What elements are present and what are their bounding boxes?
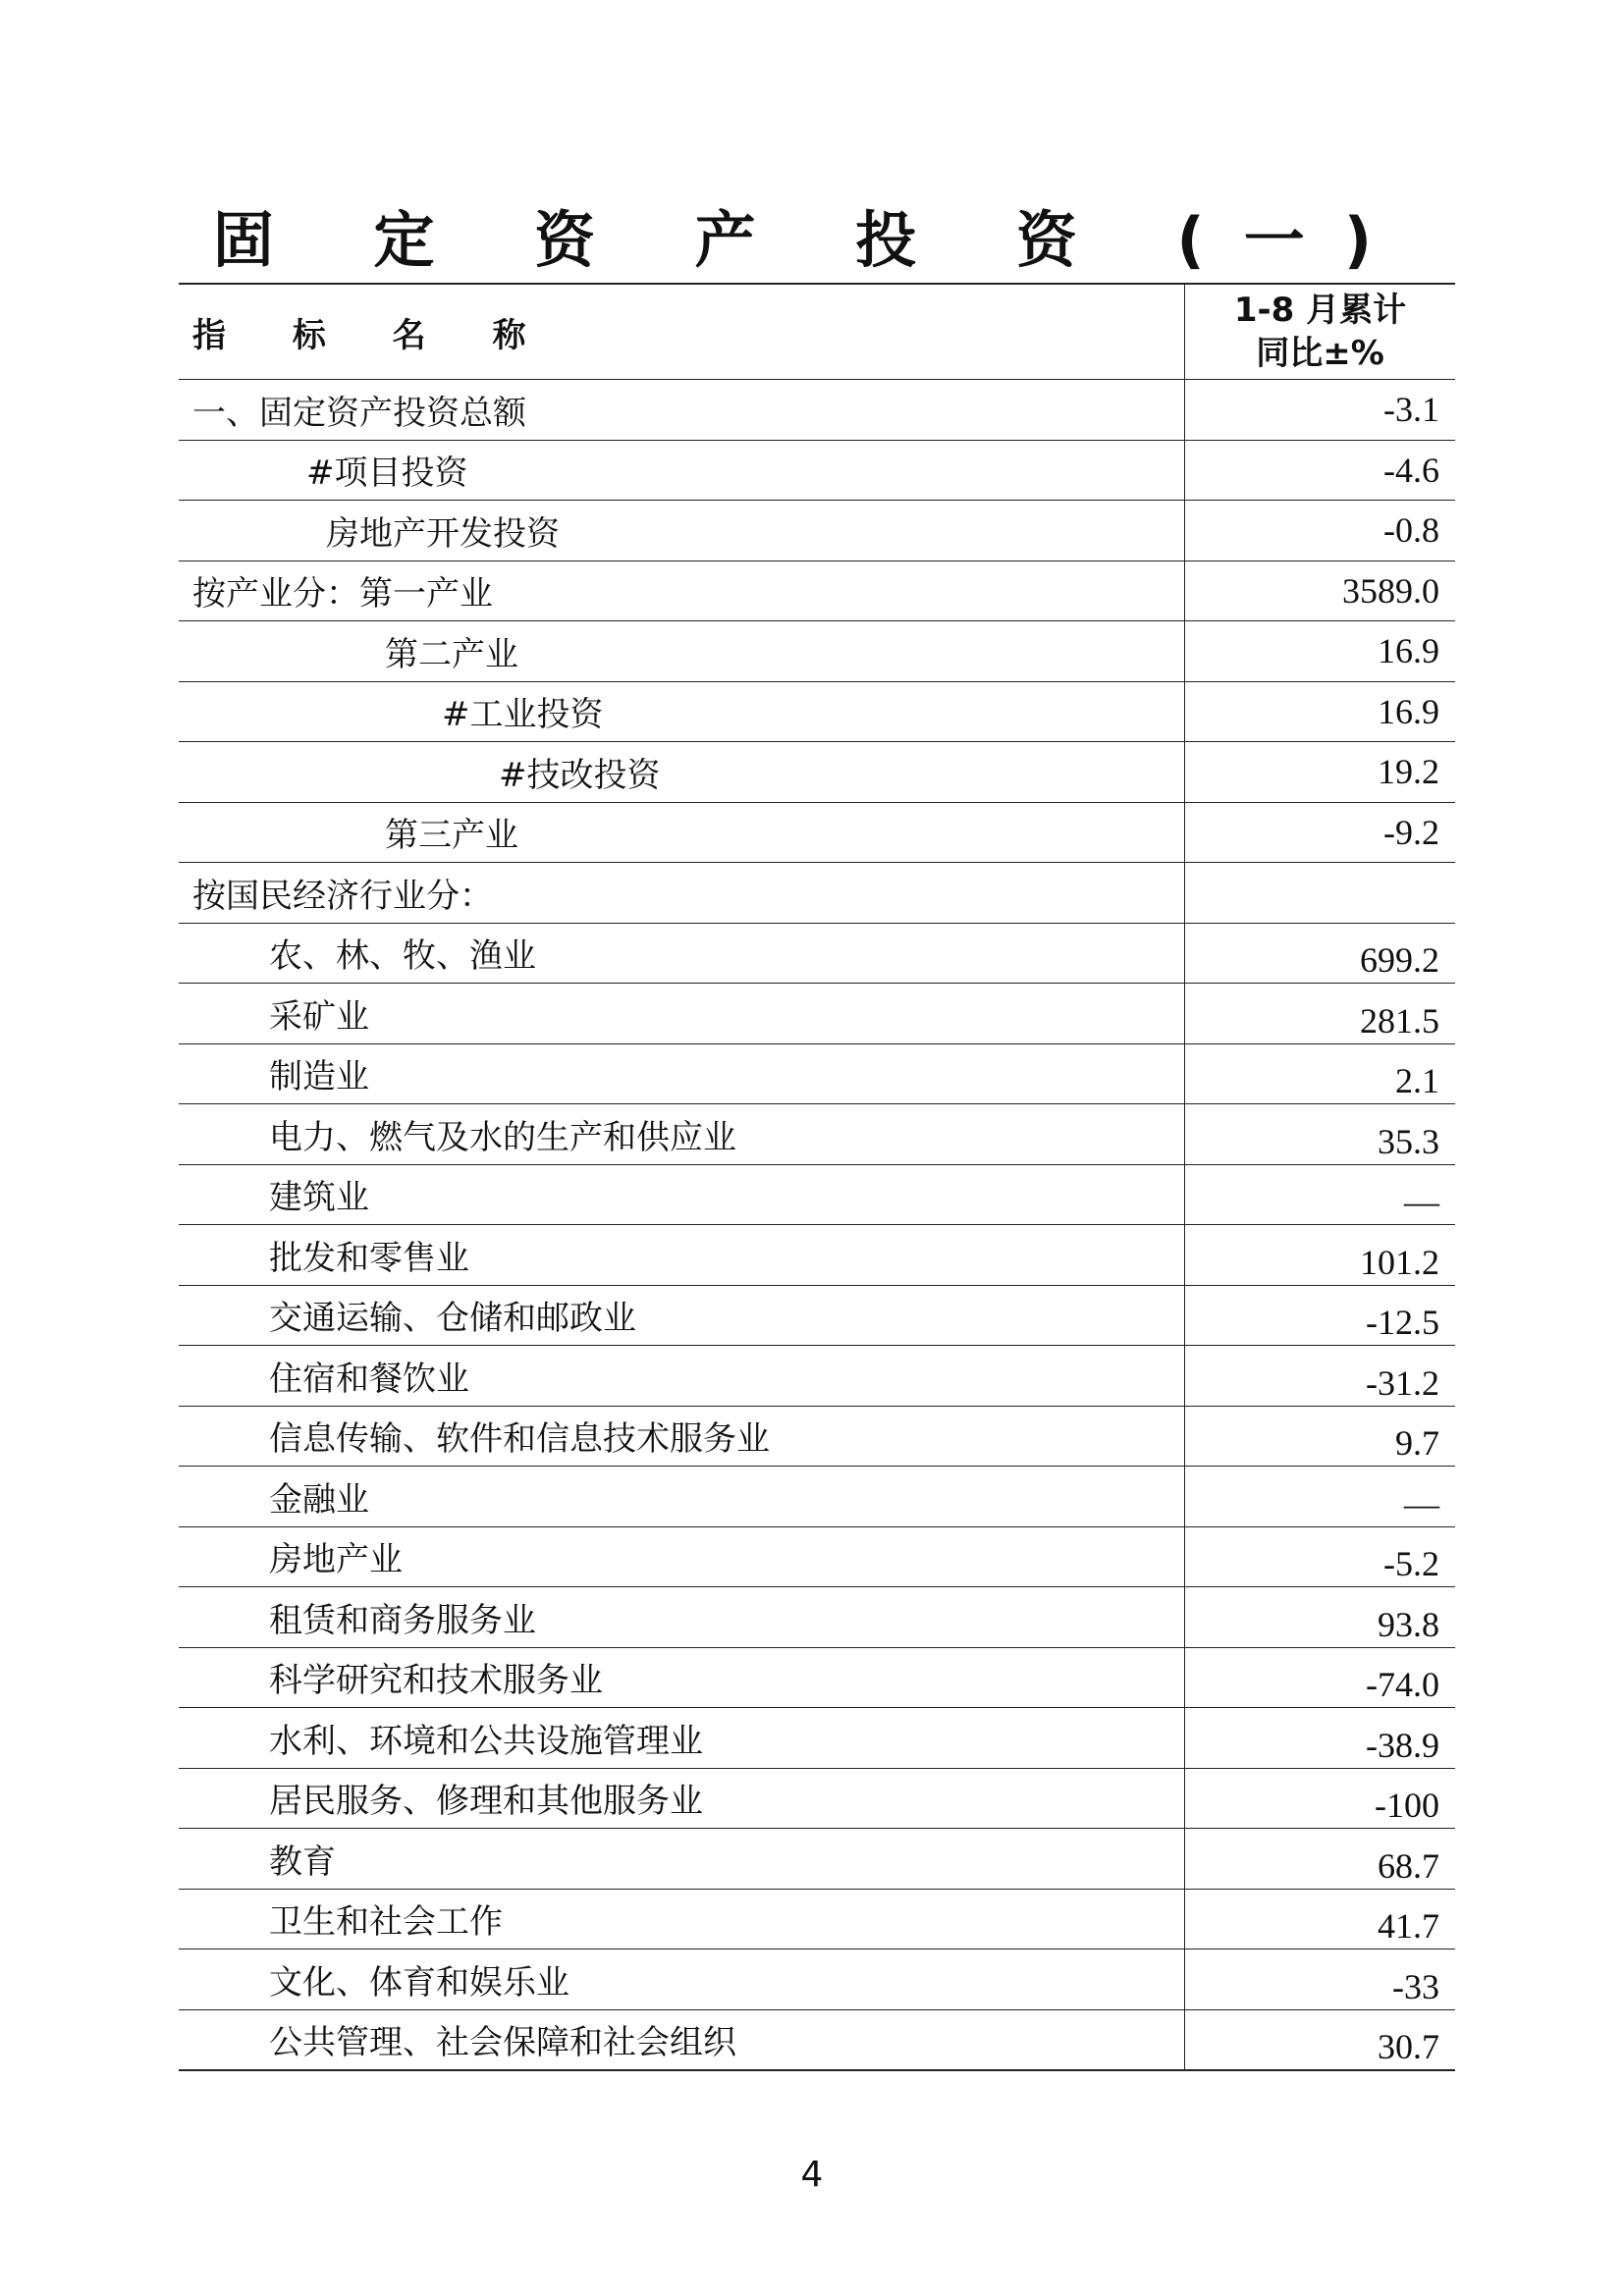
table-row: [179, 1829, 1455, 1890]
row-value: 16.9: [1378, 631, 1439, 671]
table-row: [179, 1286, 1455, 1347]
table-row: [179, 501, 1455, 561]
row-value: 35.3: [1378, 1121, 1439, 1161]
row-label: 制造业: [179, 1044, 1185, 1104]
row-value: -4.6: [1383, 450, 1439, 490]
row-label: 房地产业: [179, 1527, 1185, 1587]
row-value: [1185, 863, 1455, 923]
row-value: 30.7: [1378, 2027, 1439, 2066]
row-value: 699.2: [1360, 940, 1439, 980]
row-value: 3589.0: [1342, 570, 1439, 611]
row-value: -9.2: [1383, 812, 1439, 852]
table-row: [179, 1587, 1455, 1648]
row-label: 电力、燃气及水的生产和供应业: [179, 1104, 1185, 1164]
table-row: [179, 1467, 1455, 1527]
header-indicator-name: 指 标 名 称: [179, 285, 1185, 379]
table-row: [179, 742, 1455, 803]
table-row: [179, 441, 1455, 502]
row-value: -5.2: [1383, 1544, 1439, 1583]
table-row: [179, 1648, 1455, 1709]
row-value: 41.7: [1378, 1906, 1439, 1946]
row-value: -3.1: [1383, 390, 1439, 430]
table-row: [179, 682, 1455, 743]
table-row: [179, 1708, 1455, 1769]
investment-table: [179, 283, 1455, 2071]
row-label: 文化、体育和娱乐业: [179, 1949, 1185, 2009]
row-label: #技改投资: [179, 742, 1185, 802]
table-row: [179, 2010, 1455, 2070]
row-label: 信息传输、软件和信息技术服务业: [179, 1407, 1185, 1467]
table-row: [179, 1769, 1455, 1830]
row-value: -74.0: [1366, 1665, 1439, 1704]
row-label: 公共管理、社会保障和社会组织: [179, 2010, 1185, 2070]
row-label: 教育: [179, 1829, 1185, 1889]
row-value: -0.8: [1383, 510, 1439, 551]
row-value: 2.1: [1395, 1061, 1439, 1100]
table-row: [179, 1407, 1455, 1468]
row-value: 9.7: [1395, 1423, 1439, 1463]
table-row: [179, 1165, 1455, 1226]
row-label: 第三产业: [179, 803, 1185, 863]
table-row: [179, 1104, 1455, 1165]
row-label: 交通运输、仓储和邮政业: [179, 1286, 1185, 1346]
row-label: 按国民经济行业分：: [179, 863, 1185, 923]
row-label: 住宿和餐饮业: [179, 1346, 1185, 1406]
page-title: 固 定 资 产 投 资 (一): [212, 204, 1412, 276]
row-label: 水利、环境和公共设施管理业: [179, 1708, 1185, 1768]
table-row: [179, 1225, 1455, 1286]
table-row: [179, 561, 1455, 622]
row-value: -31.2: [1366, 1362, 1439, 1403]
row-label: 租赁和商务服务业: [179, 1587, 1185, 1647]
row-label: 金融业: [179, 1467, 1185, 1526]
row-value: 19.2: [1378, 752, 1439, 792]
row-value: -100: [1375, 1786, 1439, 1825]
table-row: [179, 1346, 1455, 1407]
row-label: #工业投资: [179, 682, 1185, 742]
row-label: 按产业分：第一产业: [179, 561, 1185, 621]
row-label: 第二产业: [179, 621, 1185, 681]
row-label: 卫生和社会工作: [179, 1890, 1185, 1949]
row-label: 居民服务、修理和其他服务业: [179, 1769, 1185, 1829]
row-label: 房地产开发投资: [179, 501, 1185, 561]
row-value: 16.9: [1378, 691, 1439, 731]
page-number: 4: [800, 2155, 824, 2195]
row-label: 批发和零售业: [179, 1225, 1185, 1285]
table-row: [179, 1949, 1455, 2010]
table-header: [179, 285, 1455, 380]
row-value: 281.5: [1360, 1000, 1439, 1041]
table-row: [179, 1890, 1455, 1950]
row-label: 建筑业: [179, 1165, 1185, 1225]
row-value: -38.9: [1366, 1725, 1439, 1765]
header-value: [1185, 285, 1455, 379]
row-value: 93.8: [1378, 1604, 1439, 1644]
row-value: 101.2: [1360, 1242, 1439, 1282]
header-value-line1: 1-8 月累计: [1233, 291, 1407, 330]
row-label: #项目投资: [179, 441, 1185, 501]
row-label: 一、固定资产投资总额: [179, 380, 1185, 440]
table-row: [179, 380, 1455, 441]
table-row: [179, 621, 1455, 682]
row-value: —: [1404, 1483, 1439, 1523]
row-label: 农、林、牧、渔业: [179, 924, 1185, 984]
table-row: [179, 803, 1455, 864]
table-row: [179, 1527, 1455, 1588]
row-label: 采矿业: [179, 984, 1185, 1043]
table-row: [179, 863, 1455, 924]
table-row: [179, 1044, 1455, 1105]
row-label: 科学研究和技术服务业: [179, 1648, 1185, 1708]
table-row: [179, 924, 1455, 985]
row-value: 68.7: [1378, 1845, 1439, 1886]
table-row: [179, 984, 1455, 1044]
row-value: -12.5: [1366, 1303, 1439, 1342]
row-value: -33: [1392, 1966, 1439, 2006]
row-value: —: [1404, 1182, 1439, 1221]
header-value-line2: 同比±%: [1256, 334, 1384, 373]
